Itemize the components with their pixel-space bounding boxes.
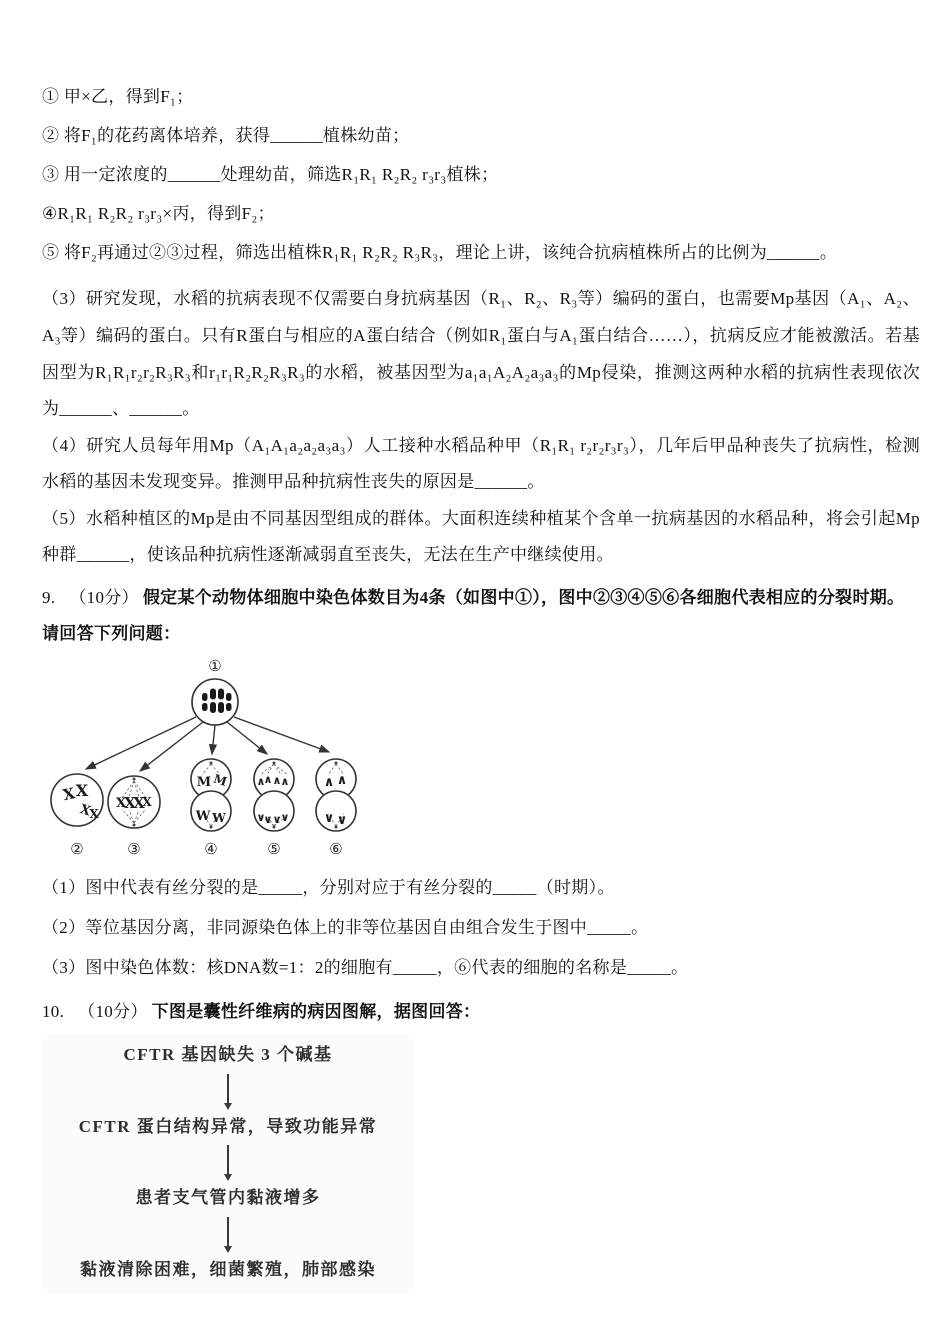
- question-10-heading: [42, 994, 920, 1031]
- cell-label-4: ④: [204, 841, 218, 858]
- question-9-stem: 假定某个动物体细胞中染色体数目为4条（如图中①），图中②③④⑤⑥各细胞代表相应的分裂时期。请回答下列问题：: [42, 587, 905, 644]
- x-chromosome-icon: X: [89, 806, 99, 821]
- cell-label-6: ⑥: [329, 841, 343, 858]
- x-chromosome-icon: X: [61, 784, 77, 805]
- cell-label-3: ③: [127, 841, 141, 858]
- down-arrow-icon: [227, 1145, 229, 1175]
- question-9-sub-2: （2）等位基因分离，非同源染色体上的非等位基因自由组合发生于图中_____。: [42, 917, 649, 937]
- anaphase-chromosome-icon: ∧: [272, 773, 282, 787]
- chromosome-clump-icon: W: [212, 810, 226, 825]
- question-8-part-4: （4）研究人员每年用Mp（A₁A₁a₂a₂a₃a₃）人工接种水稻品种甲（R₁R₁ r₂r₂r₃r₃），几年后甲品种丧失了抗病性，检测水稻的基因未发现变异。推测甲品种抗病性丧失的原因是______。: [42, 435, 920, 492]
- question-8-part-5: （5）水稻种植区的Mp是由不同基因型组成的群体。大面积连续种植某个含单一抗病基因的水稻品种，将会引起Mp种群______，使该品种抗病性逐渐减弱直至丧失，无法在生产中继续使用。: [42, 508, 920, 565]
- cell-division-diagram: [46, 657, 406, 862]
- x-chromosome-icon: X: [115, 795, 127, 811]
- down-arrow-icon: [227, 1074, 229, 1104]
- flow-node-protein-abnormal: CFTR 蛋白结构异常，导致功能异常: [78, 1116, 378, 1136]
- x-chromosome-icon: X: [77, 801, 93, 820]
- anaphase-chromosome-icon: ∨: [263, 812, 273, 826]
- breeding-step-3: ③ 用一定浓度的______处理幼苗，筛选R₁R₁ R₂R₂ r₃r₃植株；: [42, 165, 499, 185]
- question-9-section: [42, 580, 920, 988]
- cystic-fibrosis-flowchart: [42, 1034, 414, 1294]
- x-chromosome-icon: X: [124, 793, 136, 812]
- anaphase-chromosome-icon: ∨: [280, 810, 290, 824]
- anaphase-chromosome-icon: ∧: [323, 774, 335, 790]
- anaphase-chromosome-icon: ∨: [323, 810, 335, 826]
- down-arrow-icon: [227, 1217, 229, 1247]
- x-chromosome-icon: X: [133, 793, 145, 812]
- parent-cell: [192, 679, 238, 725]
- cell-division-figure: [46, 657, 406, 862]
- question-9-points: （10分）: [69, 587, 139, 607]
- question-9-sub-3: （3）图中染色体数：核DNA数=1：2的细胞有_____，⑥代表的细胞的名称是_____。: [42, 957, 689, 977]
- question-10-section: [42, 994, 920, 1295]
- question-9-number: 9.: [42, 587, 56, 607]
- breeding-step-1: ① 甲×乙，得到F₁；: [42, 87, 194, 106]
- cell-label-5: ⑤: [267, 841, 281, 858]
- anaphase-chromosome-icon: ∧: [263, 772, 273, 786]
- anaphase-chromosome-icon: ∧: [280, 774, 290, 788]
- question-10-points: （10分）: [78, 1001, 148, 1021]
- question-10-number: 10.: [42, 1001, 65, 1021]
- question-8-section: [42, 86, 920, 574]
- flow-node-lung-infection: 黏液清除困难，细菌繁殖，肺部感染: [80, 1259, 376, 1279]
- anaphase-chromosome-icon: ∨: [336, 812, 348, 828]
- anaphase-chromosome-icon: ∧: [336, 772, 348, 788]
- x-chromosome-icon: X: [142, 794, 152, 809]
- cell-label-2: ②: [70, 841, 84, 858]
- question-10-stem: 下图是囊性纤维病的病因图解，据图回答：: [151, 1001, 481, 1021]
- anaphase-chromosome-icon: ∨: [256, 810, 266, 824]
- anaphase-chromosome-icon: ∧: [256, 774, 266, 788]
- flow-node-mucus-increase: 患者支气管内黏液增多: [135, 1188, 321, 1208]
- question-8-part-3: （3）研究发现，水稻的抗病表现不仅需要白身抗病基因（R₁、R₂、R₃等）编码的蛋白，也需要Mp基因（A₁、A₂、A₃等）编码的蛋白。只有R蛋白与相应的A蛋白结合（例如R₁蛋白与A₁蛋白结合……），抗病反应才能被激活。若基因型为R₁R₁r₂r₂R₃R₃和r₁r₁R₂R₂R₃R₃的水稻，被基因型为a₁a₁A₂A₂a₃a₃的Mp侵染，推测这两种水稻的抗病性表现依次为______、______。: [42, 289, 920, 419]
- breeding-step-2: ② 将F₁的花药离体培养，获得______植株幼苗；: [42, 126, 410, 146]
- question-9-heading: [42, 580, 920, 653]
- chromosome-clump-icon: M: [196, 774, 212, 790]
- breeding-step-4: ④R₁R₁ R₂R₂ r₃r₃×丙，得到F₂；: [42, 204, 275, 224]
- chromosome-clump-icon: M: [211, 771, 229, 789]
- chromosome-clump-icon: W: [195, 808, 211, 824]
- cell-label-1: ①: [208, 658, 222, 675]
- flow-node-gene-deletion: CFTR 基因缺失 3 个碱基: [123, 1045, 333, 1065]
- breeding-step-5: ⑤ 将F₂再通过②③过程，筛选出植株R₁R₁ R₂R₂ R₃R₃，理论上讲，该纯合抗病植株所占的比例为______。: [42, 243, 838, 263]
- question-9-sub-1: （1）图中代表有丝分裂的是_____，分别对应于有丝分裂的_____（时期）。: [42, 877, 615, 897]
- anaphase-chromosome-icon: ∨: [272, 812, 282, 826]
- x-chromosome-icon: X: [75, 780, 89, 800]
